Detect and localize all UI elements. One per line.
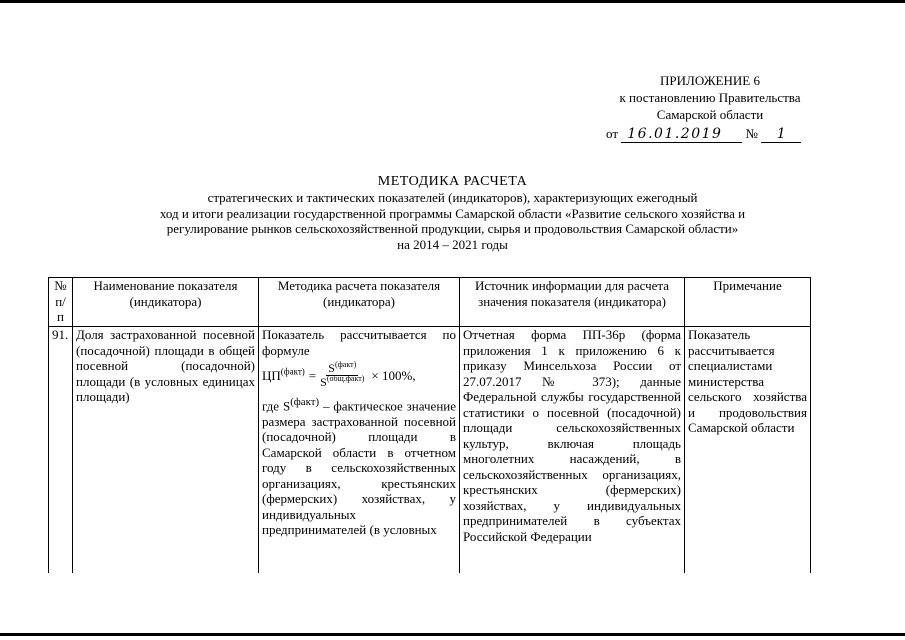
header-note: Примечание: [685, 278, 811, 327]
handwritten-number: 1: [761, 127, 801, 143]
document-title: [60, 173, 845, 252]
title-line-1: стратегических и тактических показателей (индикаторов), характеризующих ежегодный: [207, 190, 698, 205]
title-line-2: ход и итоги реализации государственной программы Самарской области «Развитие сельского хозяйства и: [159, 205, 746, 221]
handwritten-date: 16.01.2019: [621, 127, 742, 143]
row-number: 91.: [49, 327, 73, 574]
method-where-prefix: где S: [262, 398, 291, 414]
table-row: [49, 327, 811, 574]
title-line-3: регулирование рынков сельскохозяйственной продукции, сырья и продовольствия Самарской области»: [166, 221, 739, 236]
method-description: – фактическое значение размера застрахованной посевной (посадочной) площади в Самарской области в отчетном году в сельскохозяйственных организациях, крестьянских (фермерских) хозяйствах, у индивидуальных предпринимателей (в условных: [262, 398, 456, 538]
method-where-sup: (факт): [290, 396, 320, 408]
header-source: Источник информации для расчета значения показателя (индикатора): [460, 278, 685, 327]
date-prefix: от: [606, 126, 619, 141]
numerator-sup: (факт): [334, 360, 357, 369]
header-number: № п/п: [49, 278, 73, 327]
number-prefix: №: [745, 126, 758, 141]
appendix-block: [560, 72, 860, 145]
denominator-sup: (общ.факт): [326, 374, 365, 383]
appendix-date-row: [560, 123, 860, 145]
formula-fraction: [320, 362, 364, 389]
indicator-table: [48, 277, 811, 573]
row-note: Показатель рассчитывается специалистами министерства сельского хозяйства и продовольствия Самарской области: [685, 327, 811, 574]
title-line-4: на 2014 – 2021 годы: [397, 236, 508, 252]
formula-lhs: [262, 368, 305, 384]
formula-lhs-sup: (факт): [280, 366, 305, 377]
row-source: Отчетная форма ПП-36р (форма приложения 1 к приложению 6 к приказу Минсельхоза России от 27.07.2017 № 373); данные Федеральной службы государственной статистики о посевной (посадочной) площади сельскохозяйственных культур, включая площадь многолетних насаждений, в сельскохозяйственных организациях, крестьянских (фермерских) хозяйствах, у индивидуальных предпринимателей в субъектах Российской Федерации: [460, 327, 685, 574]
row-indicator-name: Доля застрахованной посевной (посадочной) площади в общей посевной (посадочной) площади (в условных единицах площади): [73, 327, 259, 574]
title-main: МЕТОДИКА РАСЧЕТА: [377, 174, 528, 189]
formula-multiplier: × 100%,: [371, 367, 416, 383]
formula-lhs-symbol: ЦП: [262, 367, 281, 383]
numerator-symbol: S: [328, 361, 335, 375]
row-method: [259, 327, 460, 574]
denominator-symbol: S: [320, 375, 327, 389]
appendix-decree: к постановлению Правительства: [619, 90, 801, 105]
header-method: Методика расчета показателя (индикатора): [259, 278, 460, 327]
top-border-line: [0, 0, 905, 3]
method-intro: Показатель рассчитывается по формуле: [262, 327, 456, 358]
header-indicator-name: Наименование показателя (индикатора): [73, 278, 259, 327]
appendix-region: Самарской области: [656, 107, 764, 122]
bottom-border-line: [0, 633, 905, 636]
formula: [262, 362, 456, 389]
formula-equals: =: [308, 367, 317, 383]
table-header-row: [49, 278, 811, 327]
formula-denominator: [320, 376, 364, 389]
appendix-title: ПРИЛОЖЕНИЕ 6: [660, 73, 760, 88]
